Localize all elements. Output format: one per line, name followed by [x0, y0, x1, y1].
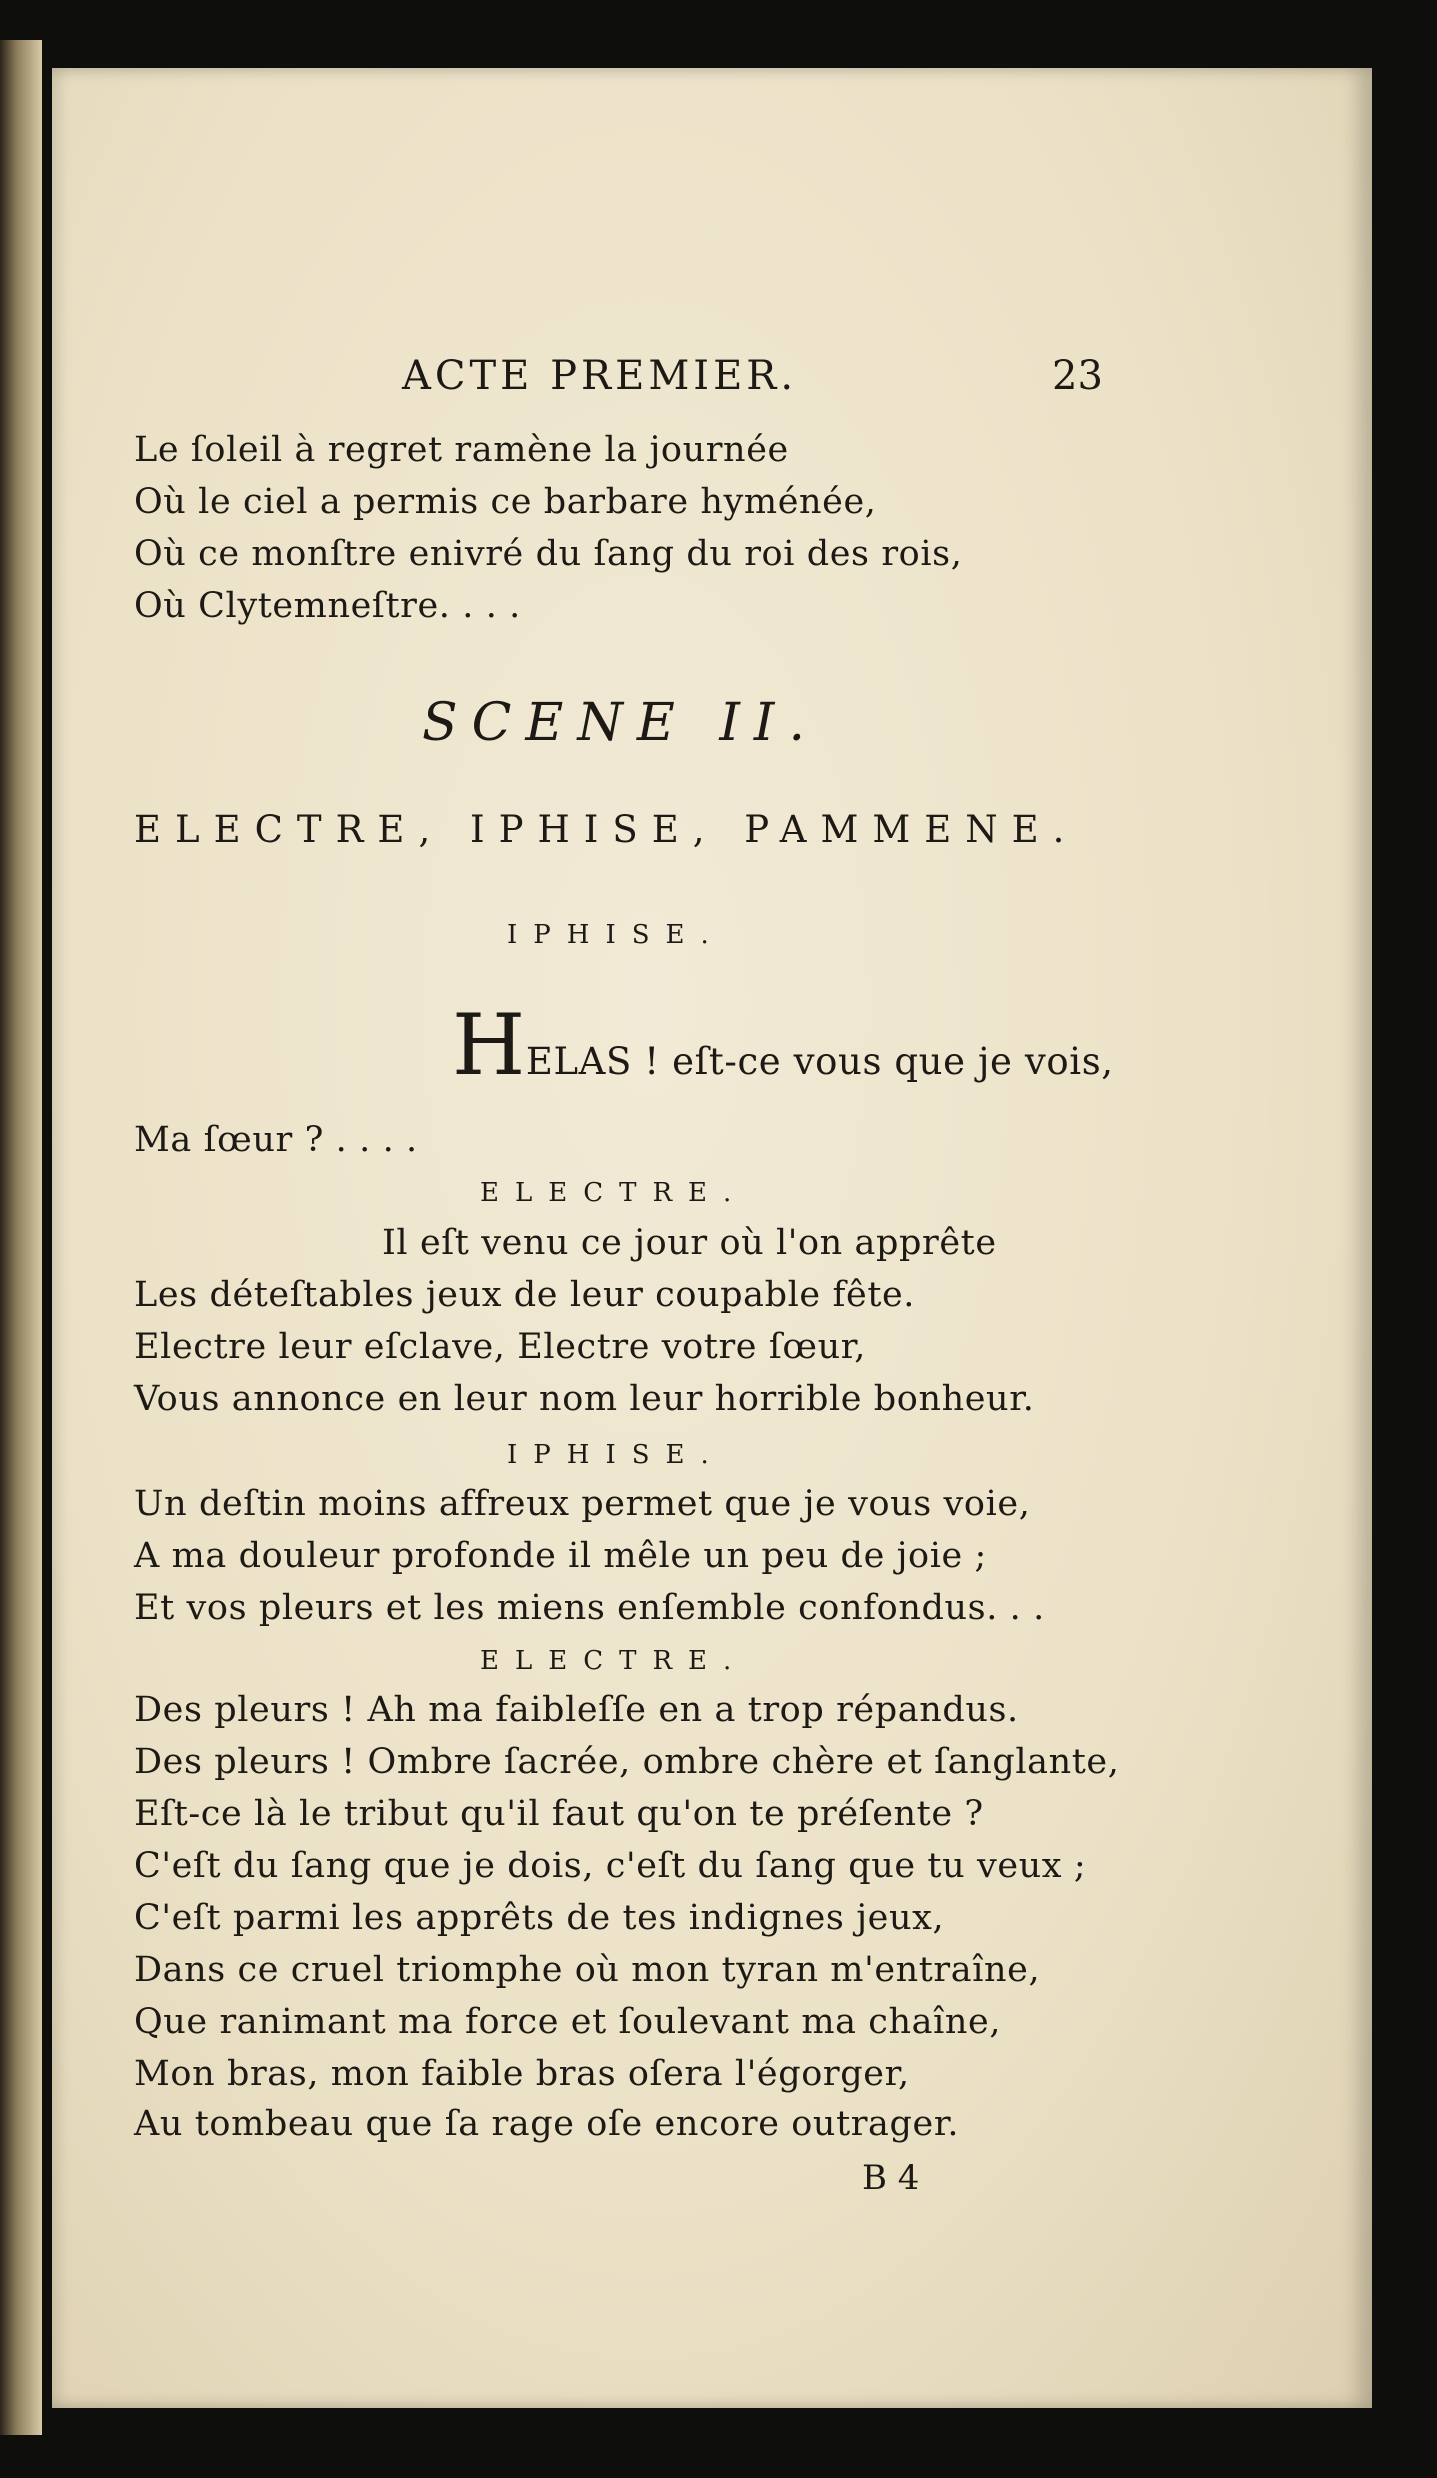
running-head: ACTE PREMIER.	[402, 353, 798, 399]
verse-line: Au tombeau que ſa rage oſe encore outrager.	[134, 2104, 960, 2144]
verse-line: Que ranimant ma force et ſoulevant ma chaîne,	[134, 2002, 1002, 2042]
verse-line: Il eſt venu ce jour où l'on apprête	[382, 1223, 997, 1263]
book-spine-edge	[0, 40, 42, 2435]
verse-line: Des pleurs ! Ah ma faibleſſe en a trop répandus.	[134, 1690, 1019, 1730]
verse-line: A ma douleur profonde il mêle un peu de joie ;	[134, 1536, 987, 1576]
signature-mark: B 4	[862, 2158, 920, 2198]
verse-line: Le ſoleil à regret ramène la journée	[134, 430, 789, 470]
verse-line: Où le ciel a permis ce barbare hyménée,	[134, 482, 877, 522]
verse-line: C'eſt du ſang que je dois, c'eſt du ſang que tu veux ;	[134, 1846, 1087, 1886]
speaker-name: ELECTRE.	[480, 1646, 748, 1676]
speaker-name: IPHISE.	[507, 1440, 725, 1470]
page-number: 23	[1052, 353, 1103, 399]
verse-line: Vous annonce en leur nom leur horrible bonheur.	[134, 1379, 1035, 1419]
verse-line: Un deſtin moins affreux permet que je vous voie,	[134, 1484, 1031, 1524]
verse-line: Et vos pleurs et les miens enſemble confondus. . .	[134, 1588, 1045, 1628]
scene-title: SCENE II.	[422, 693, 819, 753]
verse-line: Où Clytemneſtre. . . .	[134, 586, 521, 626]
drop-capital: H	[452, 996, 526, 1094]
speaker-name: IPHISE.	[507, 920, 725, 950]
verse-line: C'eſt parmi les apprêts de tes indignes jeux,	[134, 1898, 945, 1938]
verse-line: Electre leur eſclave, Electre votre ſœur,	[134, 1327, 866, 1367]
first-line-rest: ELAS ! eſt-ce vous que je vois,	[525, 1040, 1114, 1083]
verse-line: Les déteſtables jeux de leur coupable fête.	[134, 1275, 916, 1315]
verse-line: Dans ce cruel triomphe où mon tyran m'entraîne,	[134, 1950, 1041, 1990]
verse-line: Eſt-ce là le tribut qu'il faut qu'on te préſente ?	[134, 1794, 984, 1834]
verse-line: Mon bras, mon faible bras oſera l'égorger,	[134, 2054, 910, 2094]
verse-line: Où ce monſtre enivré du ſang du roi des rois,	[134, 534, 963, 574]
first-line	[452, 996, 1114, 1094]
character-list: ELECTRE, IPHISE, PAMMENE.	[134, 808, 1079, 851]
speaker-name: ELECTRE.	[480, 1178, 748, 1208]
book-page	[52, 68, 1372, 2408]
verse-line: Ma ſœur ? . . . .	[134, 1120, 418, 1160]
verse-line: Des pleurs ! Ombre ſacrée, ombre chère et ſanglante,	[134, 1742, 1120, 1782]
